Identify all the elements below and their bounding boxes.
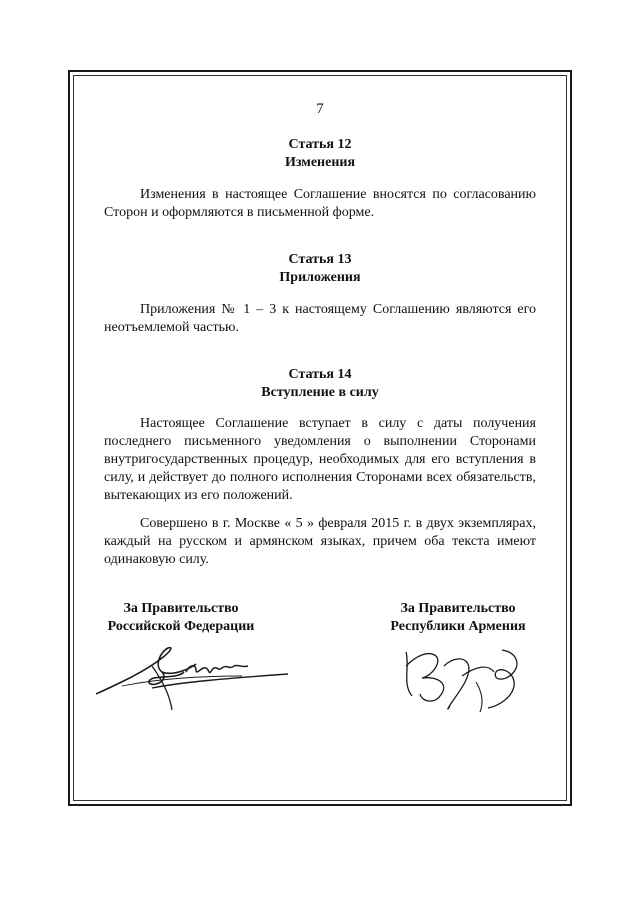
article-14-number: Статья 14 [288, 367, 352, 382]
article-14-title: Вступление в силу [261, 385, 379, 400]
page-number: 7 [316, 101, 324, 117]
article-14-text: Настоящее Соглашение вступает в силу с даты получения последнего письменного уведомления о выполнении Сторонами внутригосударственных процедур, необходимых для его вступления в силу, и действует до полного исполнения Сторонами всех обязательств, вытекающих из его положений. [104, 416, 536, 503]
article-13-number: Статья 13 [288, 252, 352, 267]
closing-text: Совершено в г. Москве « 5 » февраля 2015 г. в двух экземплярах, каждый на русском и армянском языках, причем оба текста имеют одинаковую силу. [104, 516, 536, 567]
signatory-russia-line1: За Правительство [123, 601, 239, 616]
article-12-number: Статья 12 [288, 137, 352, 152]
signatory-armenia-line1: За Правительство [400, 601, 516, 616]
signatory-russia [96, 600, 266, 636]
signatory-russia-line2: Российской Федерации [107, 619, 255, 634]
signature-russia [92, 636, 292, 716]
article-12-text: Изменения в настоящее Соглашение вносятся по согласованию Сторон и оформляются в письменной форме. [104, 187, 536, 220]
signatory-armenia-line2: Республики Армения [390, 619, 526, 634]
signatory-armenia [378, 600, 538, 636]
article-13-title: Приложения [279, 270, 361, 285]
signature-armenia [392, 636, 532, 716]
article-13-text: Приложения № 1 – 3 к настоящему Соглашению являются его неотъемлемой частью. [104, 302, 536, 335]
article-12-title: Изменения [284, 155, 356, 170]
